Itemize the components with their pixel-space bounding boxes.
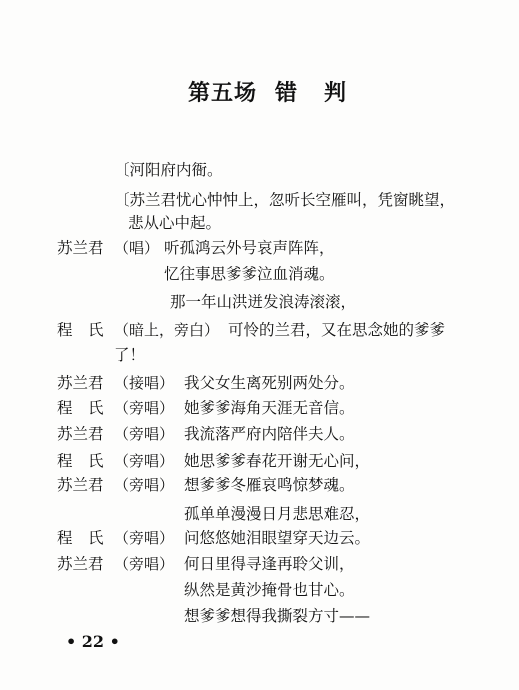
scene-name-first: 错 [275, 81, 299, 106]
scene-title [188, 76, 347, 107]
speaker-name: 苏兰君 [57, 239, 104, 257]
dialogue-line: 了！ [114, 346, 146, 364]
stage-cue: （旁唱） [114, 555, 175, 573]
dialogue-line: 听孤鸿云外号哀声阵阵， [164, 239, 335, 257]
stage-cue: （唱） [114, 239, 160, 257]
page-number: • 22 • [66, 632, 120, 651]
dialogue-line: 想爹爹冬雁哀鸣惊梦魂。 [184, 476, 355, 494]
stage-direction: 〔河阳府内衙。 [114, 161, 223, 179]
speaker-name: 程 氏 [57, 529, 104, 547]
speaker-name: 苏兰君 [57, 476, 104, 494]
stage-cue: （旁唱） [114, 529, 175, 547]
stage-cue: （旁唱） [114, 476, 175, 494]
dialogue-line: 纵然是黄沙掩骨也甘心。 [184, 581, 355, 599]
stage-direction: 悲从心中起。 [128, 214, 222, 232]
speaker-name: 程 氏 [57, 452, 104, 470]
dialogue-line: 想爹爹想得我撕裂方寸—— [184, 607, 371, 625]
speaker-name: 苏兰君 [57, 425, 104, 443]
stage-cue: （接唱） [114, 374, 175, 392]
dialogue-line: 何日里得寻逢再聆父训， [184, 555, 355, 573]
stage-direction: 〔苏兰君忧心忡忡上，忽听长空雁叫，凭窗眺望， [114, 191, 456, 209]
dialogue-line: 我父女生离死别两处分。 [184, 374, 355, 392]
dialogue-line: 她爹爹海角天涯无音信。 [184, 399, 355, 417]
scene-name-second: 判 [324, 81, 348, 106]
dialogue-line: 可怜的兰君，又在思念她的爹爹 [228, 321, 446, 339]
stage-cue: （旁唱） [114, 399, 175, 417]
dialogue-line: 问悠悠她泪眼望穿天边云。 [184, 529, 371, 547]
stage-cue: （旁唱） [114, 425, 175, 443]
dialogue-line: 我流落严府内陪伴夫人。 [184, 425, 355, 443]
speaker-name: 苏兰君 [57, 374, 104, 392]
scene-act: 第五场 [188, 81, 258, 106]
stage-cue: （暗上，旁白） [114, 321, 220, 339]
speaker-name: 程 氏 [57, 321, 104, 339]
dialogue-line: 孤单单漫漫日月悲思难忍， [184, 505, 371, 523]
dialogue-line: 忆往事思爹爹泣血消魂。 [164, 265, 335, 283]
stage-cue: （旁唱） [114, 452, 175, 470]
speaker-name: 程 氏 [57, 399, 104, 417]
speaker-name: 苏兰君 [57, 555, 104, 573]
dialogue-line: 那一年山洪迸发浪涛滚滚， [170, 293, 357, 311]
dialogue-line: 她思爹爹春花开谢无心问， [184, 452, 371, 470]
